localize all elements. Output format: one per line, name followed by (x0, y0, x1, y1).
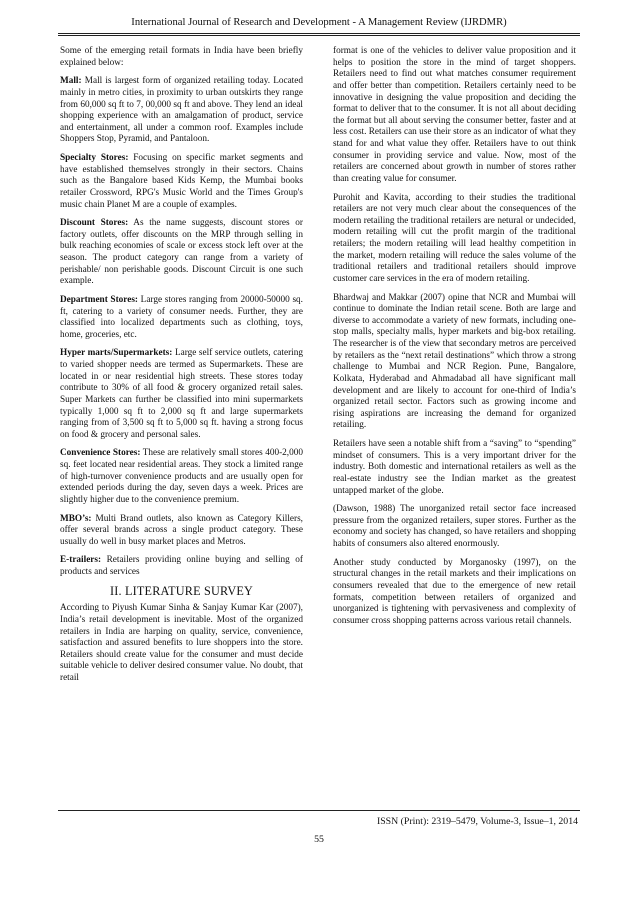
body-paragraph: (Dawson, 1988) The unorganized retail sector face increased pressure from the organized retailers, super stores. Further as the economy and society has changed, so have retailers and shopping habits of consumers also altered enormously. (333, 504, 576, 549)
journal-header: International Journal of Research and Development - A Management Review (IJRDMR) (131, 17, 507, 28)
format-mbos (60, 514, 303, 549)
format-term: Specialty Stores: (60, 153, 129, 163)
body-paragraph: format is one of the vehicles to deliver value proposition and it helps to position the store in the mind of target shoppers. Retailers need to find out what matches consumer requirement and offer better than competition. Retailers certainly need to be innovative in designing the value proposition and deciding the format to deliver that to the consumer. It is not all about deciding the format but all about serving the consumer better, faster and at less cost. Retailers can use their store as an indicator of what they stand for and what value they offer. Retailers have to out think consumer in providing service and value. Now, most of the retailers are concerned about growth in number of stores rather than creating value for consumer. (333, 46, 576, 184)
format-e-trailers (60, 555, 303, 578)
format-convenience-stores (60, 448, 303, 506)
right-column (333, 46, 576, 634)
format-text: Mall is largest form of organized retailing today. Located mainly in metro cities, in proximity to urban outskirts they range from 60,000 sq ft to 7, 00,000 sq ft and above. They lend an ideal shopping experience with an amalgamation of product, service and entertainment, all under a common roof. Examples include Shoppers Stop, Pyramid, and Pantaloon. (60, 76, 303, 145)
format-text: Large stores ranging from 20000-50000 sq. ft, catering to a variety of consumer needs. Further, they are classified into localized departments such as clothing, toys, home, groceries, etc. (60, 294, 303, 340)
format-term: E-trailers: (60, 555, 102, 566)
format-hypermarts (60, 348, 303, 441)
format-term: Department Stores: (60, 294, 139, 305)
format-specialty-stores (60, 153, 303, 211)
section-heading: II. LITERATURE SURVEY (109, 583, 254, 598)
body-paragraph: Another study conducted by Morganosky (1997), on the structural changes in the retail markets and their implications on consumers revealed that due to the emergence of new retail formats, competition between retailers of organized and unorganized is tightening with pervasiveness and complexity of consumer cross shopping patterns across various retail channels. (333, 557, 576, 626)
format-department-stores (60, 295, 303, 342)
format-term: Convenience Stores: (60, 448, 141, 459)
format-term: Discount Stores: (60, 218, 129, 229)
format-text: Focusing on specific market segments and have established themselves strongly in their sectors. Chains such as the Bangalore based Kids Kemp, the Mumbai books retailer Crossword, RPG's Music World and the Times Group's music chain Planet M are a couple of examples. (60, 153, 303, 210)
format-discount-stores (60, 218, 303, 288)
format-term: Mall: (60, 76, 82, 87)
format-text: Retailers providing online buying and selling of products and services (60, 555, 303, 577)
header-rule-double (58, 35, 580, 36)
body-paragraph: Bhardwaj and Makkar (2007) opine that NCR and Mumbai will continue to dominate the Indian retail scene. Both are large and diverse to accommodate a variety of new formats, including one-stop malls, specialty malls, hyper markets and big-box retailing. The researcher is of the view that secondary metros are perceived by retailers as the “next retail destinations” which throw a strong challenge to Mumbai and NCR Region. Pune, Bangalore, Kolkata, Hyderabad and Ahmadabad all have significant mall development and are likely to account for one-third of India’s organized retail sector. Factors such as growing income and rising aspirations are increasing the demand for organized retailing. (333, 292, 576, 431)
format-text: Large self service outlets, catering to varied shopper needs are termed as Supermarkets. These are located in or near residential high streets. These stores today contribute to 30% of all food & grocery organized retail sales. Super Markets can further be classified into mini supermarkets typically 1,000 sq ft to 2,000 sq ft and large supermarkets ranging from of 3,500 sq ft to 5,000 sq ft. having a strong focus on food & grocery and personal sales. (60, 348, 303, 440)
intro-paragraph: Some of the emerging retail formats in India have been briefly explained below: (60, 46, 303, 68)
format-term: MBO’s: (60, 513, 92, 524)
page-number: 55 (314, 834, 324, 845)
format-text: These are relatively small stores 400-2,000 sq. feet located near residential areas. They stock a limited range of high-turnover convenience products and are usually open for extended periods during the day, seven days a week. Prices are slightly higher due to the convenience premium. (60, 448, 303, 505)
footer-rule (58, 810, 580, 811)
header-rule (58, 33, 580, 34)
body-paragraph: Purohit and Kavita, according to their studies the traditional retailers are not very much clear about the consequences of the modern retailing the traditional retailers are netural or undecided, modern retailing will cut the profit margin of the traditional retailers; the modern retailing will lead healthy competition in the market, modern retailing will reduce the sales volume of the traditional retailers and traditional retailers should improve customer care services in the era of modern retailing. (333, 192, 576, 284)
left-column (60, 46, 303, 692)
format-mall (60, 76, 303, 146)
body-paragraph: Retailers have seen a notable shift from a “saving” to “spending” mindset of consumers. This is a very important driver for the industry. Both domestic and international retailers as well as the real-estate industry see the Indian market as the greatest untapped market of the globe. (333, 439, 576, 496)
format-term: Hyper marts/Supermarkets: (60, 348, 173, 359)
format-text: As the name suggests, discount stores or factory outlets, offer discounts on the MRP through selling in bulk reaching economies of scale or excess stock left over at the season. The product category can range from a variety of perishable/ non perishable goods. Discount Circuit is one such example. (60, 218, 303, 287)
footer-issn: ISSN (Print): 2319–5479, Volume-3, Issue–1, 2014 (376, 816, 578, 827)
survey-paragraph: According to Piyush Kumar Sinha & Sanjay Kumar Kar (2007), India’s retail development is inevitable. Most of the organized retailers in India are harping on quality, service, convenience, satisfaction and assured benefits to lure shoppers into the store. Retailers should create value for the consumer and must decide suitable vehicle to deliver desired consumer value. No doubt, that retail (60, 603, 303, 683)
format-text: Multi Brand outlets, also known as Category Killers, offer several brands across a single product category. These usually do well in busy market places and Metros. (60, 513, 303, 547)
